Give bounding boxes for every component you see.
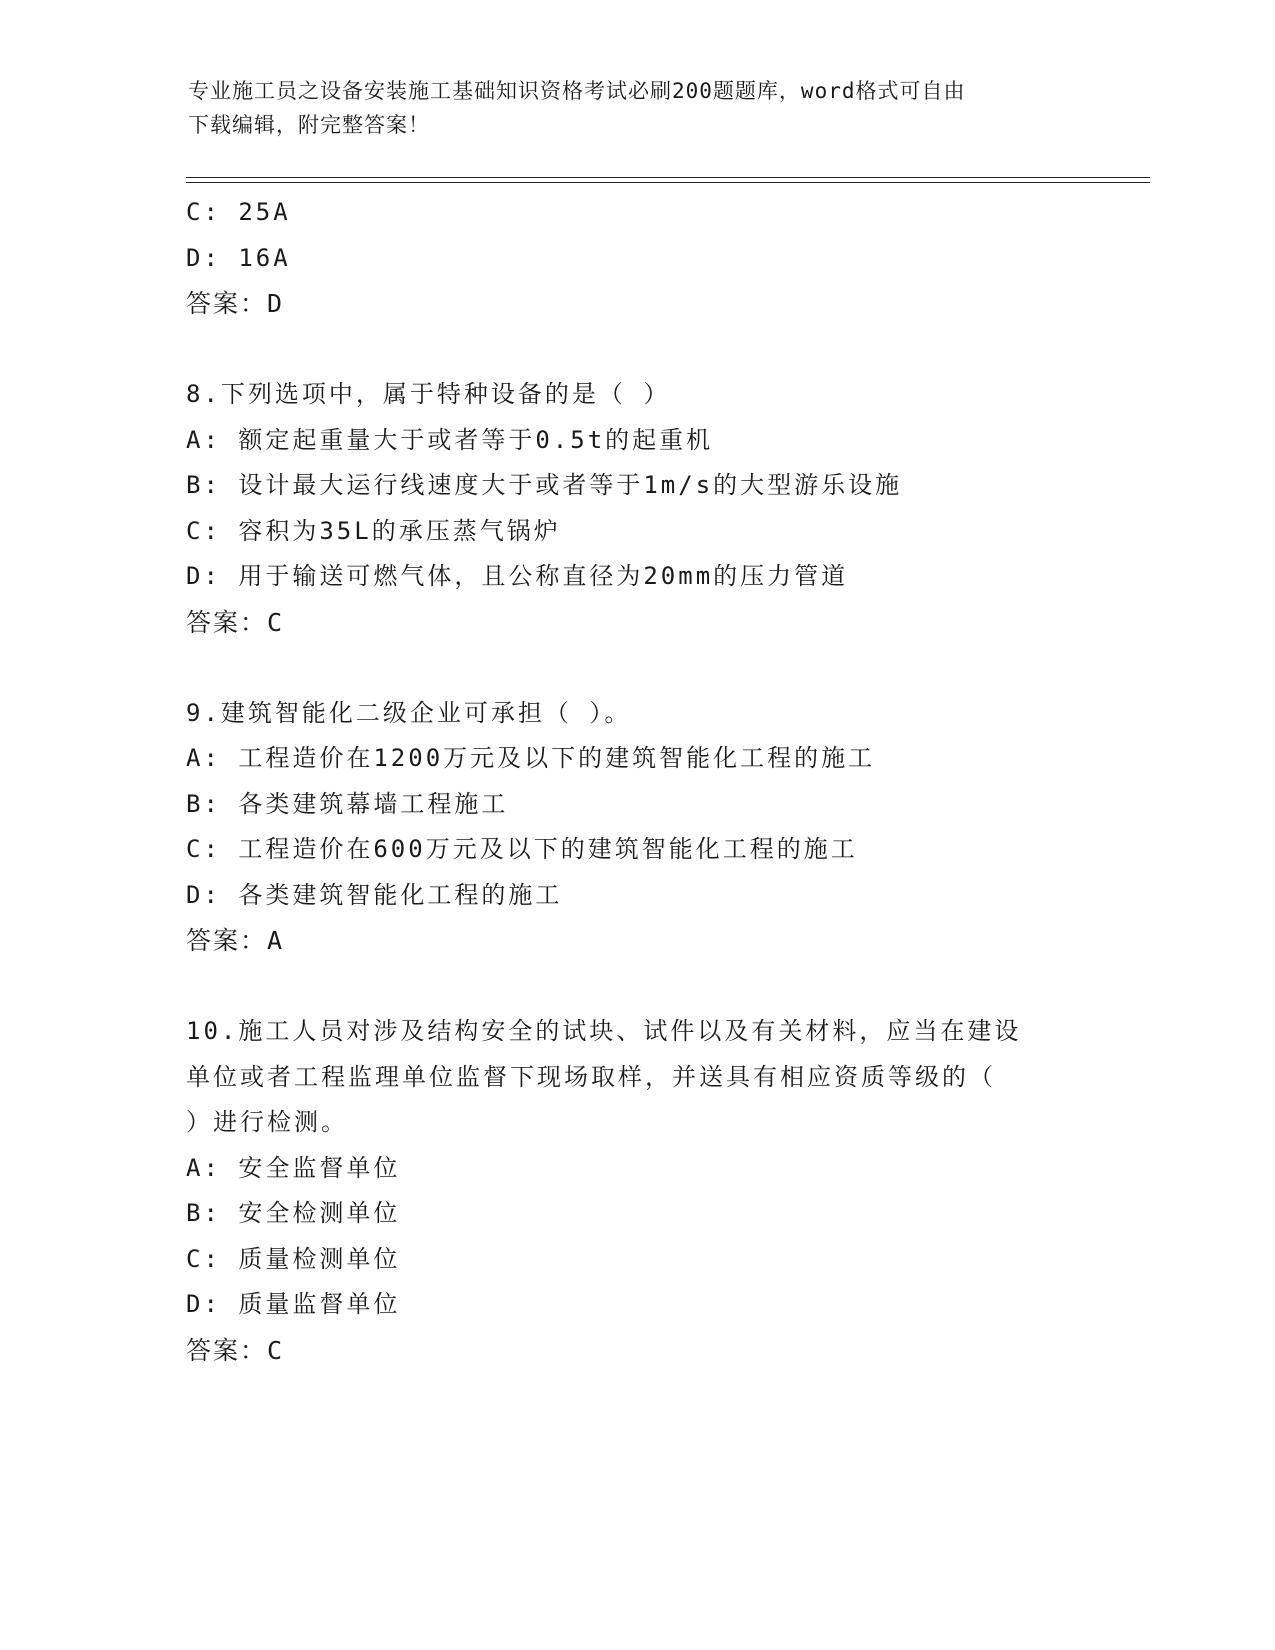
question-10 [186,1009,1086,1373]
option-c: C: 工程造价在600万元及以下的建筑智能化工程的施工 [186,835,858,863]
question-text: 9.建筑智能化二级企业可承担（ ）。 [186,698,632,727]
header-rule-top [186,177,1150,178]
page-header [188,74,1068,142]
question-8 [186,372,1086,645]
question-text-line-3: ）进行检测。 [186,1108,348,1136]
prev-question-block [186,190,1086,327]
option-a: A: 安全监督单位 [186,1153,401,1182]
option-d: D: 16A [186,243,291,272]
question-text-line-2: 单位或者工程监理单位监督下现场取样，并送具有相应资质等级的（ [186,1062,996,1091]
option-c: C: 25A [186,198,291,226]
option-a: A: 工程造价在1200万元及以下的建筑智能化工程的施工 [186,744,876,772]
header-rule-bottom [186,182,1150,183]
option-d: D: 质量监督单位 [186,1290,401,1318]
question-content [186,190,1086,1373]
option-b: B: 设计最大运行线速度大于或者等于1m/s的大型游乐设施 [186,471,903,499]
answer-line: 答案：C [186,1335,285,1365]
option-c: C: 容积为35L的承压蒸气锅炉 [186,516,561,545]
question-9 [186,691,1086,964]
spacer [186,327,1086,373]
option-a: A: 额定起重量大于或者等于0.5t的起重机 [186,425,714,454]
option-b: B: 安全检测单位 [186,1199,401,1227]
answer-line: 答案：D [186,289,285,318]
question-text: 8.下列选项中，属于特种设备的是（ ） [186,380,671,408]
spacer [186,964,1086,1010]
option-b: B: 各类建筑幕墙工程施工 [186,789,509,818]
option-c: C: 质量检测单位 [186,1244,401,1273]
spacer [186,645,1086,691]
header-line-2: 下载编辑，附完整答案！ [188,113,430,137]
option-d: D: 各类建筑智能化工程的施工 [186,880,563,909]
header-line-1: 专业施工员之设备安装施工基础知识资格考试必刷200题题库，word格式可自由 [188,79,966,103]
answer-line: 答案：A [186,926,285,955]
option-d: D: 用于输送可燃气体，且公称直径为20mm的压力管道 [186,562,849,590]
question-text-line-1: 10.施工人员对涉及结构安全的试块、试件以及有关材料，应当在建设 [186,1017,1022,1045]
answer-line: 答案：C [186,607,285,637]
